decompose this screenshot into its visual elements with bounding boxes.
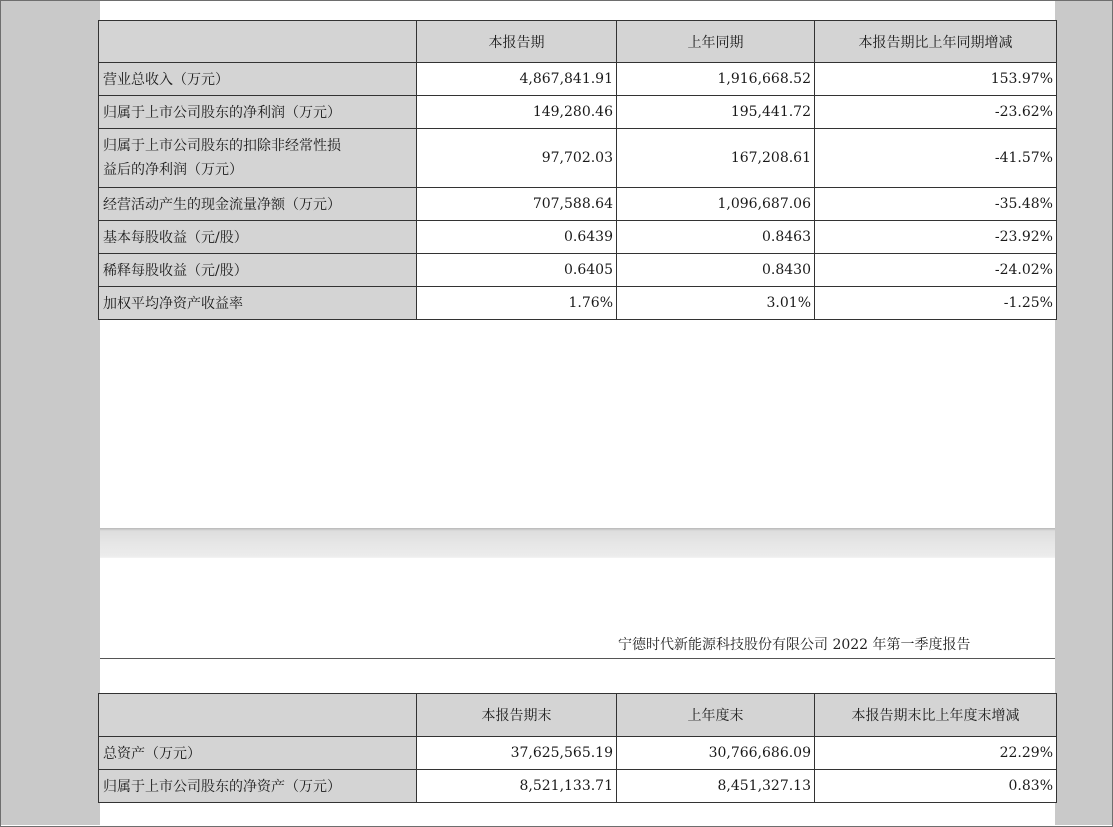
prior-value: 1,096,687.06 [617, 188, 815, 221]
change-value: -1.25% [815, 287, 1057, 320]
current-value: 149,280.46 [417, 96, 617, 129]
row-label: 营业总收入（万元） [99, 63, 417, 96]
current-value: 0.6439 [417, 221, 617, 254]
running-header: 宁德时代新能源科技股份有限公司 2022 年第一季度报告 [618, 637, 971, 653]
change-value: -35.48% [815, 188, 1057, 221]
current-value: 1.76% [417, 287, 617, 320]
row-label-line-1: 归属于上市公司股东的扣除非经常性损 [103, 138, 341, 154]
prior-value: 30,766,686.09 [617, 737, 815, 770]
header-current-period: 本报告期 [417, 21, 617, 63]
change-value: 0.83% [815, 770, 1057, 803]
change-value: -41.57% [815, 129, 1057, 188]
current-value: 0.6405 [417, 254, 617, 287]
header-prior-year-end: 上年度末 [617, 694, 815, 737]
row-label: 经营活动产生的现金流量净额（万元） [99, 188, 417, 221]
change-value: -23.92% [815, 221, 1057, 254]
prior-value: 0.8430 [617, 254, 815, 287]
header-prior-period: 上年同期 [617, 21, 815, 63]
change-value: 153.97% [815, 63, 1057, 96]
prior-value: 0.8463 [617, 221, 815, 254]
header-period-end: 本报告期末 [417, 694, 617, 737]
change-value: -23.62% [815, 96, 1057, 129]
row-label: 归属于上市公司股东的净利润（万元） [99, 96, 417, 129]
current-value: 707,588.64 [417, 188, 617, 221]
row-label-line-2: 益后的净利润（万元） [103, 162, 243, 178]
prior-value: 1,916,668.52 [617, 63, 815, 96]
prior-value: 3.01% [617, 287, 815, 320]
header-change: 本报告期末比上年度末增减 [815, 694, 1057, 737]
row-label: 基本每股收益（元/股） [99, 221, 417, 254]
prior-value: 8,451,327.13 [617, 770, 815, 803]
row-label: 加权平均净资产收益率 [99, 287, 417, 320]
prior-value: 195,441.72 [617, 96, 815, 129]
row-label: 总资产（万元） [99, 737, 417, 770]
current-value: 8,521,133.71 [417, 770, 617, 803]
row-label: 归属于上市公司股东的净资产（万元） [99, 770, 417, 803]
header-change: 本报告期比上年同期增减 [815, 21, 1057, 63]
change-value: 22.29% [815, 737, 1057, 770]
current-value: 37,625,565.19 [417, 737, 617, 770]
change-value: -24.02% [815, 254, 1057, 287]
current-value: 4,867,841.91 [417, 63, 617, 96]
row-label: 稀释每股收益（元/股） [99, 254, 417, 287]
prior-value: 167,208.61 [617, 129, 815, 188]
current-value: 97,702.03 [417, 129, 617, 188]
